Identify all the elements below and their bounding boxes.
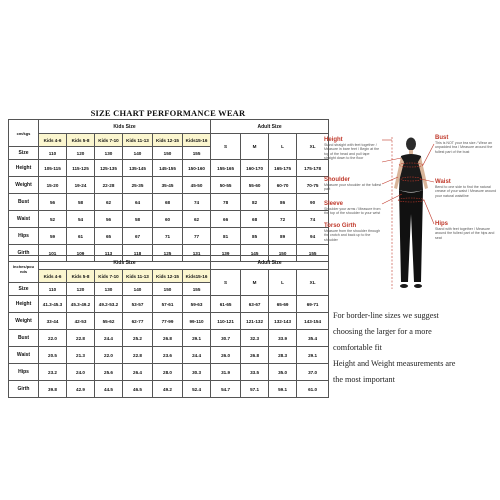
table-cell: 121-132 (241, 313, 269, 330)
row-label: Waist (9, 211, 39, 228)
waist-guide: Waist Bend to one side to find the natural crease of your waist / Measure around your natural waistline (435, 179, 497, 198)
table-cell: 90 (297, 194, 329, 211)
table-row (9, 313, 329, 330)
table-cell: 63-67 (241, 296, 269, 313)
adult-size-label: XL (297, 270, 329, 296)
row-label: Hips (9, 228, 39, 245)
table-cell: 44.5 (95, 381, 123, 398)
row-label: Weight (9, 313, 39, 330)
kids-size-label: Kids 4-6 (39, 270, 67, 283)
table-cell: 57.1 (241, 381, 269, 398)
kids-size-label: Kids 12-15 (153, 134, 183, 147)
table-cell: 64 (123, 194, 153, 211)
adult-size-label: L (269, 134, 297, 160)
row-label: Hips (9, 364, 39, 381)
table-cell: 131 (183, 245, 211, 262)
table-cell: 58 (123, 211, 153, 228)
table-cell: 145 (241, 245, 269, 262)
table-cell: 30.7 (211, 330, 241, 347)
table-cell: 52.4 (183, 381, 211, 398)
row-label: Height (9, 160, 39, 177)
table-cell: 105-115 (39, 160, 67, 177)
table-cell: 35.4 (297, 330, 329, 347)
table-cell: 150-160 (183, 160, 211, 177)
adult-size-header: Adult Size (211, 120, 329, 134)
table-cell: 23.2 (39, 364, 67, 381)
row-label: Bust (9, 330, 39, 347)
table-cell: 42.9 (67, 381, 95, 398)
adult-size-label: S (211, 270, 241, 296)
size-cell: 110 (39, 147, 67, 160)
size-cell: 130 (95, 283, 123, 296)
table-cell: 72 (269, 211, 297, 228)
table-cell: 58 (67, 194, 95, 211)
table-cell: 85 (241, 228, 269, 245)
table-cell: 67 (123, 228, 153, 245)
table-cell: 62 (183, 211, 211, 228)
size-cell: 120 (67, 283, 95, 296)
kids-size-label: Kids 7-10 (95, 270, 123, 283)
table-row (9, 364, 329, 381)
kids-size-label: Kids 4-6 (39, 134, 67, 147)
table-cell: 49.2 (153, 381, 183, 398)
table-cell: 89 (269, 228, 297, 245)
table-cell: 25.2 (123, 330, 153, 347)
table-cell: 26.4 (123, 364, 153, 381)
kids-size-label: Kids15-16 (183, 134, 211, 147)
adult-size-label: XL (297, 134, 329, 160)
table-cell: 68 (153, 194, 183, 211)
table-row (9, 296, 329, 313)
sleeve-guide: Sleeve Shoulder your arms / Measure from the top of the shoulder to your wrist (324, 201, 381, 216)
table-cell: 60-70 (269, 177, 297, 194)
shoulder-guide: Shoulder Measure your shoulder at the fullest part (324, 177, 382, 192)
table-cell: 150 (269, 245, 297, 262)
row-label: Weight (9, 177, 39, 194)
size-label-row (9, 134, 329, 147)
kids-size-label: Kids 5-8 (67, 134, 95, 147)
table-cell: 23.6 (153, 347, 183, 364)
table-cell: 35.0 (269, 364, 297, 381)
table-cell: 45-50 (183, 177, 211, 194)
table-row (9, 381, 329, 398)
table-cell: 99-110 (183, 313, 211, 330)
height-guide: Height Stand straight with feet together / Measure in bare feet / Begin at the top of the head and pull tape straight down to the floor (324, 137, 380, 160)
table-cell: 32.3 (241, 330, 269, 347)
table-cell: 115-125 (67, 160, 95, 177)
size-table-cm (8, 119, 329, 262)
table-cell: 52 (39, 211, 67, 228)
table-cell: 56 (39, 194, 67, 211)
table-cell: 62 (95, 194, 123, 211)
table-cell: 143-154 (297, 313, 329, 330)
kids-size-label: Kids 11-13 (123, 134, 153, 147)
note-line: comfortable fit (333, 343, 382, 352)
kids-size-header: Kids Size (39, 120, 211, 134)
table-cell: 26.8 (241, 347, 269, 364)
table-cell: 109 (67, 245, 95, 262)
note-line: the most important (333, 375, 395, 384)
table-row (9, 347, 329, 364)
table-cell: 175-178 (297, 160, 329, 177)
table-row (9, 330, 329, 347)
size-label-row (9, 270, 329, 283)
kids-size-label: Kids 7-10 (95, 134, 123, 147)
table-cell: 57-61 (153, 296, 183, 313)
table-cell: 70-75 (297, 177, 329, 194)
table-cell: 24.0 (67, 364, 95, 381)
table-cell: 61 (67, 228, 95, 245)
table-row (9, 194, 329, 211)
table-cell: 39.8 (39, 381, 67, 398)
table-cell: 25-35 (123, 177, 153, 194)
table-cell: 49.2-53.2 (95, 296, 123, 313)
table-cell: 37.0 (297, 364, 329, 381)
measurement-figure (322, 132, 500, 307)
kids-size-header: Kids Size (39, 256, 211, 270)
table-cell: 22.0 (95, 347, 123, 364)
table-cell: 33.5 (241, 364, 269, 381)
table-cell: 31.9 (211, 364, 241, 381)
size-cell: 140 (123, 283, 153, 296)
table-cell: 125 (153, 245, 183, 262)
table-cell: 77-99 (153, 313, 183, 330)
adult-size-header: Adult Size (211, 256, 329, 270)
table-cell: 101 (39, 245, 67, 262)
table-cell: 33-44 (39, 313, 67, 330)
kids-size-label: Kids 12-15 (153, 270, 183, 283)
table-cell: 25.6 (95, 364, 123, 381)
row-label: Girth (9, 245, 39, 262)
table-cell: 45.3-49.2 (67, 296, 95, 313)
table-cell: 61-65 (211, 296, 241, 313)
kids-size-label: Kids15-16 (183, 270, 211, 283)
table-cell: 77 (183, 228, 211, 245)
table-cell: 55-62 (95, 313, 123, 330)
table-cell: 30.3 (183, 364, 211, 381)
table-cell: 155-165 (211, 160, 241, 177)
table-cell: 21.3 (67, 347, 95, 364)
table-cell: 68 (241, 211, 269, 228)
torso-girth-guide: Torso Girth Measure from the shoulder through the crotch and back up to the shoulder (324, 223, 381, 242)
table-cell: 28.3 (269, 347, 297, 364)
table-cell: 15-20 (39, 177, 67, 194)
table-cell: 82 (241, 194, 269, 211)
row-label: Girth (9, 381, 39, 398)
table-cell: 59 (39, 228, 67, 245)
table-cell: 22.0 (39, 330, 67, 347)
size-cell: 140 (123, 147, 153, 160)
table-row (9, 160, 329, 177)
table-cell: 165-175 (269, 160, 297, 177)
table-cell: 55-60 (241, 177, 269, 194)
table-cell: 33.9 (269, 330, 297, 347)
size-table-inches (8, 255, 329, 398)
table-cell: 66 (211, 211, 241, 228)
note-line: For border-line sizes we suggest (333, 311, 439, 320)
size-cell: 155 (183, 147, 211, 160)
table-cell: 125-135 (95, 160, 123, 177)
table-cell: 94 (297, 228, 329, 245)
table-cell: 59.1 (269, 381, 297, 398)
table-cell: 135-145 (123, 160, 153, 177)
size-chart-title: SIZE CHART PERFORMANCE WEAR (90, 108, 246, 118)
table-cell: 155 (297, 245, 329, 262)
table-cell: 22-28 (95, 177, 123, 194)
table-cell: 19-24 (67, 177, 95, 194)
table-row (9, 177, 329, 194)
model-silhouette (394, 138, 428, 289)
table-cell: 132-143 (269, 313, 297, 330)
adult-size-label: S (211, 134, 241, 160)
note-line: choosing the larger for a more (333, 327, 432, 336)
size-cell: 130 (95, 147, 123, 160)
kids-size-label: Kids 5-8 (67, 270, 95, 283)
table-cell: 29.1 (183, 330, 211, 347)
row-label: Size (9, 283, 39, 296)
table-cell: 26.8 (153, 330, 183, 347)
table-row (9, 228, 329, 245)
table-cell: 74 (297, 211, 329, 228)
size-cell: 155 (183, 283, 211, 296)
table-cell: 46.5 (123, 381, 153, 398)
group-header-row (9, 256, 329, 270)
unit-label: cm/kgs (9, 120, 39, 147)
hips-guide: Hips Stand with feet together / Measure around the fullest part of the hips and seat (435, 221, 495, 240)
table-cell: 53-57 (123, 296, 153, 313)
note-line: Height and Weight measurements are (333, 359, 456, 368)
table-cell: 22.8 (123, 347, 153, 364)
table-cell: 160-170 (241, 160, 269, 177)
table-cell: 50-55 (211, 177, 241, 194)
unit-label: Inches/pou nds (9, 256, 39, 283)
adult-size-label: M (241, 134, 269, 160)
size-cell: 150 (153, 147, 183, 160)
adult-size-label: M (241, 270, 269, 296)
row-label: Bust (9, 194, 39, 211)
table-cell: 54.7 (211, 381, 241, 398)
bust-guide: Bust This is NOT your bra size / Wear an unpadded bra / Measure around the fullest part of the bust (435, 135, 493, 154)
table-cell: 28.0 (153, 364, 183, 381)
table-cell: 56 (95, 211, 123, 228)
table-cell: 69-71 (297, 296, 329, 313)
table-cell: 42-53 (67, 313, 95, 330)
table-cell: 59-63 (183, 296, 211, 313)
table-cell: 62-77 (123, 313, 153, 330)
table-cell: 113 (95, 245, 123, 262)
size-cell: 150 (153, 283, 183, 296)
table-cell: 35-45 (153, 177, 183, 194)
table-row (9, 211, 329, 228)
row-label: Size (9, 147, 39, 160)
table-cell: 65 (95, 228, 123, 245)
kids-size-label: Kids 11-13 (123, 270, 153, 283)
table-cell: 78 (211, 194, 241, 211)
table-cell: 65-69 (269, 296, 297, 313)
size-cell: 110 (39, 283, 67, 296)
table-cell: 86 (269, 194, 297, 211)
table-cell: 81 (211, 228, 241, 245)
table-cell: 20.5 (39, 347, 67, 364)
table-cell: 110-121 (211, 313, 241, 330)
table-cell: 61.0 (297, 381, 329, 398)
adult-size-label: L (269, 270, 297, 296)
table-cell: 29.1 (297, 347, 329, 364)
table-cell: 24.4 (95, 330, 123, 347)
table-cell: 41.3-45.3 (39, 296, 67, 313)
row-label: Waist (9, 347, 39, 364)
table-cell: 74 (183, 194, 211, 211)
sizing-note (333, 308, 498, 388)
table-cell: 118 (123, 245, 153, 262)
group-header-row (9, 120, 329, 134)
table-cell: 24.4 (183, 347, 211, 364)
table-cell: 22.8 (67, 330, 95, 347)
table-cell: 145-155 (153, 160, 183, 177)
table-cell: 60 (153, 211, 183, 228)
table-cell: 26.0 (211, 347, 241, 364)
table-cell: 71 (153, 228, 183, 245)
table-cell: 139 (211, 245, 241, 262)
row-label: Height (9, 296, 39, 313)
size-cell: 120 (67, 147, 95, 160)
table-cell: 54 (67, 211, 95, 228)
